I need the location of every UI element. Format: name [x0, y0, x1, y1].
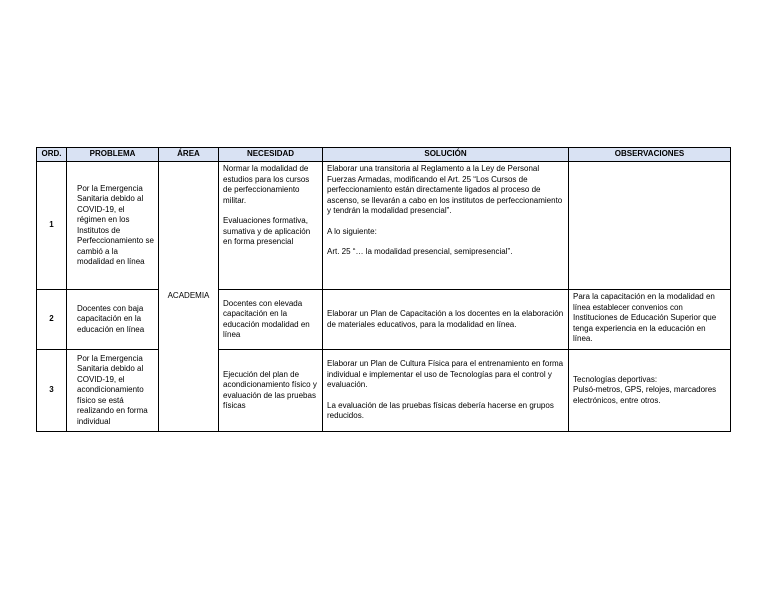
row-problema: Por la Emergencia Sanitaria debido al COVID-19, el acondicionamiento físico se está realizando en forma individual — [67, 350, 159, 432]
row-necesidad — [219, 162, 323, 290]
solucion-text: A lo siguiente: — [327, 226, 377, 236]
row-solucion — [323, 350, 569, 432]
header-problema: PROBLEMA — [67, 148, 159, 162]
row-problema: Por la Emergencia Sanitaria debido al COVID-19, el régimen en los Institutos de Perfeccionamiento se cambió a la modalidad en línea — [67, 162, 159, 290]
row-solucion — [323, 162, 569, 290]
row-necesidad: Ejecución del plan de acondicionamiento físico y evaluación de las pruebas físicas — [219, 350, 323, 432]
table-row — [37, 350, 731, 432]
solucion-text: La evaluación de las pruebas físicas debería hacerse en grupos reducidos. — [327, 400, 554, 421]
necesidad-text: Evaluaciones formativa, sumativa y de aplicación en forma presencial — [223, 216, 311, 246]
header-necesidad: NECESIDAD — [219, 148, 323, 162]
row-ord: 1 — [37, 162, 67, 290]
solucion-text: Elaborar una transitoria al Reglamento a la Ley de Personal Fuerzas Armadas, modificando el Art. 25 “Los Cursos de perfeccionamiento están directamente ligados al proceso de ascenso, se llevarán a cabo en los institutos de perfeccionamiento y tendrán la modalidad presencial”. — [327, 164, 563, 215]
header-area: ÁREA — [159, 148, 219, 162]
necesidad-text: Normar la modalidad de estudios para los cursos de perfeccionamiento militar. — [223, 164, 310, 205]
header-ord: ORD. — [37, 148, 67, 162]
row-observaciones: Para la capacitación en la modalidad en línea establecer convenios con Instituciones de Educación Superior que tenga experiencia en la educación en línea. — [569, 290, 731, 350]
row-ord: 2 — [37, 290, 67, 350]
row-ord: 3 — [37, 350, 67, 432]
table-row — [37, 290, 731, 350]
needs-solutions-table — [36, 147, 731, 432]
row-observaciones — [569, 162, 731, 290]
row-problema: Docentes con baja capacitación en la educación en línea — [67, 290, 159, 350]
row-necesidad: Docentes con elevada capacitación en la educación modalidad en línea — [219, 290, 323, 350]
observaciones-text: Pulsó-metros, GPS, relojes, marcadores electrónicos, entre otros. — [573, 385, 717, 405]
header-observaciones: OBSERVACIONES — [569, 148, 731, 162]
area-cell: ACADEMIA — [159, 162, 219, 432]
row-solucion: Elaborar un Plan de Capacitación a los docentes en la elaboración de materiales educativos, para la modalidad en línea. — [323, 290, 569, 350]
solucion-text: Elaborar un Plan de Cultura Física para el entrenamiento en forma individual e implementar el uso de Tecnologías para el control y evaluación. — [327, 359, 564, 390]
table-row — [37, 162, 731, 290]
solucion-text: Art. 25 “… la modalidad presencial, semipresencial”. — [327, 247, 513, 256]
row-observaciones — [569, 350, 731, 432]
header-row — [37, 148, 731, 162]
observaciones-text: Tecnologías deportivas: — [573, 374, 658, 384]
header-solucion: SOLUCIÓN — [323, 148, 569, 162]
